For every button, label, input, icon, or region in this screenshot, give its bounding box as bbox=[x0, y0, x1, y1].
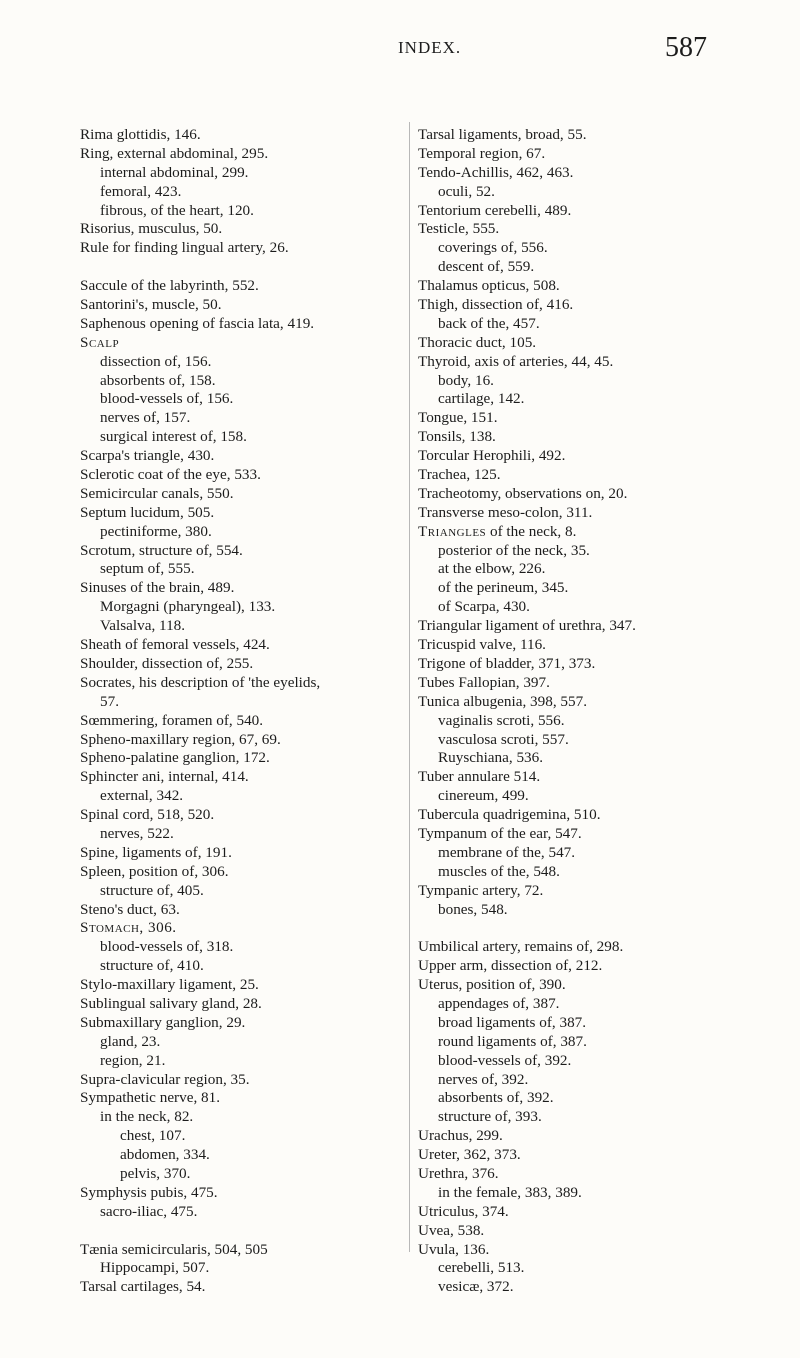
index-subentry: oculi, 52. bbox=[438, 182, 495, 200]
index-entry: Transverse meso-colon, 311. bbox=[418, 503, 593, 521]
index-entry: Sublingual salivary gland, 28. bbox=[80, 994, 262, 1012]
index-subentry: pelvis, 370. bbox=[120, 1164, 191, 1182]
index-entry: Thyroid, axis of arteries, 44, 45. bbox=[418, 352, 614, 370]
index-entry: Thigh, dissection of, 416. bbox=[418, 296, 574, 314]
index-entry: Stomach, 306. bbox=[80, 919, 177, 937]
index-entry: Spinal cord, 518, 520. bbox=[80, 806, 215, 824]
index-subentry: posterior of the neck, 35. bbox=[438, 541, 590, 559]
index-entry: Santorini's, muscle, 50. bbox=[80, 296, 222, 314]
index-entry: Socrates, his description of 'the eyelids, bbox=[80, 673, 321, 691]
index-entry: Spheno-maxillary region, 67, 69. bbox=[80, 730, 281, 748]
index-column-left bbox=[80, 126, 412, 1297]
index-subentry: cerebelli, 513. bbox=[438, 1259, 525, 1277]
index-entry: Thoracic duct, 105. bbox=[418, 333, 537, 351]
index-subentry: absorbents of, 392. bbox=[438, 1089, 554, 1107]
index-subentry: surgical interest of, 158. bbox=[100, 428, 247, 446]
index-entry: Tendo-Achillis, 462, 463. bbox=[418, 163, 574, 181]
index-subentry: Valsalva, 118. bbox=[100, 617, 186, 635]
index-entry: Tricuspid valve, 116. bbox=[418, 636, 546, 654]
index-entry: Uvula, 136. bbox=[418, 1240, 490, 1258]
index-entry: Saccule of the labyrinth, 552. bbox=[80, 277, 259, 295]
index-subentry: nerves, 522. bbox=[100, 824, 174, 842]
index-subentry: nerves of, 392. bbox=[438, 1070, 529, 1088]
index-subentry: blood-vessels of, 318. bbox=[100, 938, 234, 956]
index-subentry: of the perineum, 345. bbox=[438, 579, 569, 597]
index-entry: Submaxillary ganglion, 29. bbox=[80, 1013, 246, 1031]
index-subentry: gland, 23. bbox=[100, 1032, 161, 1050]
index-subentry: cinereum, 499. bbox=[438, 787, 529, 805]
index-entry: Stylo-maxillary ligament, 25. bbox=[80, 976, 259, 994]
index-entry: Tonsils, 138. bbox=[418, 428, 496, 446]
index-subentry: chest, 107. bbox=[120, 1127, 186, 1145]
index-subentry: cartilage, 142. bbox=[438, 390, 525, 408]
index-entry: Risorius, musculus, 50. bbox=[80, 220, 223, 238]
index-entry: Rule for finding lingual artery, 26. bbox=[80, 239, 289, 257]
index-entry: Temporal region, 67. bbox=[418, 144, 546, 162]
page-number: 587 bbox=[665, 32, 707, 63]
index-subentry: abdomen, 334. bbox=[120, 1146, 210, 1164]
index-entry: Triangular ligament of urethra, 347. bbox=[418, 617, 636, 635]
index-entry: Supra-clavicular region, 35. bbox=[80, 1070, 250, 1088]
running-head: INDEX. bbox=[398, 38, 462, 57]
index-entry: Trigone of bladder, 371, 373. bbox=[418, 654, 596, 672]
index-subentry: 57. bbox=[100, 692, 119, 710]
index-subentry: absorbents of, 158. bbox=[100, 371, 216, 389]
index-subentry: back of the, 457. bbox=[438, 314, 540, 332]
index-entry: Tracheotomy, observations on, 20. bbox=[418, 484, 628, 502]
index-entry: Tuber annulare 514. bbox=[418, 768, 541, 786]
column-divider bbox=[409, 122, 410, 1252]
index-entry: Rima glottidis, 146. bbox=[80, 126, 201, 143]
index-subentry: septum of, 555. bbox=[100, 560, 195, 578]
index-subentry: dissection of, 156. bbox=[100, 352, 212, 370]
index-entry: Tentorium cerebelli, 489. bbox=[418, 201, 572, 219]
index-entry: Spleen, position of, 306. bbox=[80, 862, 229, 880]
index-entry: Utriculus, 374. bbox=[418, 1202, 509, 1220]
index-entry: Saphenous opening of fascia lata, 419. bbox=[80, 314, 315, 332]
index-entry: Sheath of femoral vessels, 424. bbox=[80, 636, 270, 654]
index-entry: Sympathetic nerve, 81. bbox=[80, 1089, 221, 1107]
section-gap bbox=[418, 919, 750, 938]
index-subentry: pectiniforme, 380. bbox=[100, 522, 212, 540]
index-subentry: appendages of, 387. bbox=[438, 994, 560, 1012]
index-subentry: coverings of, 556. bbox=[438, 239, 548, 257]
index-subentry: blood-vessels of, 156. bbox=[100, 390, 234, 408]
index-entry: Tarsal ligaments, broad, 55. bbox=[418, 126, 587, 143]
index-subentry: of Scarpa, 430. bbox=[438, 598, 530, 616]
index-entry: Shoulder, dissection of, 255. bbox=[80, 654, 254, 672]
index-subentry: structure of, 393. bbox=[438, 1108, 542, 1126]
index-subentry: structure of, 405. bbox=[100, 881, 204, 899]
index-subentry: femoral, 423. bbox=[100, 182, 182, 200]
page-header bbox=[0, 32, 800, 76]
index-entry: Spheno-palatine ganglion, 172. bbox=[80, 749, 270, 767]
index-subentry: Morgagni (pharyngeal), 133. bbox=[100, 598, 276, 616]
index-entry: Urethra, 376. bbox=[418, 1164, 499, 1182]
index-subentry: descent of, 559. bbox=[438, 258, 535, 276]
index-entry: Sclerotic coat of the eye, 533. bbox=[80, 466, 261, 484]
index-entry: Tubercula quadrigemina, 510. bbox=[418, 806, 601, 824]
index-entry: Tympanum of the ear, 547. bbox=[418, 824, 582, 842]
index-entry: Steno's duct, 63. bbox=[80, 900, 180, 918]
index-entry: Scrotum, structure of, 554. bbox=[80, 541, 243, 559]
index-entry: Triangles of the neck, 8. bbox=[418, 522, 577, 540]
index-entry: Sphincter ani, internal, 414. bbox=[80, 768, 249, 786]
index-entry: Tarsal cartilages, 54. bbox=[80, 1278, 206, 1296]
index-entry: Tongue, 151. bbox=[418, 409, 498, 427]
index-entry: Sœmmering, foramen of, 540. bbox=[80, 711, 264, 729]
index-subentry: membrane of the, 547. bbox=[438, 843, 576, 861]
index-subentry: bones, 548. bbox=[438, 900, 508, 918]
index-subentry: in the neck, 82. bbox=[100, 1108, 194, 1126]
index-entry: Spine, ligaments of, 191. bbox=[80, 843, 232, 861]
index-subentry: round ligaments of, 387. bbox=[438, 1032, 587, 1050]
index-subentry: vesicæ, 372. bbox=[438, 1278, 514, 1296]
index-entry: Ring, external abdominal, 295. bbox=[80, 144, 269, 162]
index-subentry: nerves of, 157. bbox=[100, 409, 191, 427]
index-entry: Thalamus opticus, 508. bbox=[418, 277, 560, 295]
index-subentry: at the elbow, 226. bbox=[438, 560, 546, 578]
index-subentry: fibrous, of the heart, 120. bbox=[100, 201, 254, 219]
index-subentry: broad ligaments of, 387. bbox=[438, 1013, 587, 1031]
index-entry: Trachea, 125. bbox=[418, 466, 501, 484]
index-entry: Uterus, position of, 390. bbox=[418, 976, 566, 994]
index-subentry: blood-vessels of, 392. bbox=[438, 1051, 572, 1069]
index-entry: Ureter, 362, 373. bbox=[418, 1146, 521, 1164]
index-entry: Septum lucidum, 505. bbox=[80, 503, 215, 521]
index-entry: Sinuses of the brain, 489. bbox=[80, 579, 235, 597]
index-entry: Urachus, 299. bbox=[418, 1127, 503, 1145]
index-subentry: external, 342. bbox=[100, 787, 184, 805]
index-subentry: vasculosa scroti, 557. bbox=[438, 730, 569, 748]
index-subentry: body, 16. bbox=[438, 371, 494, 389]
index-subentry: internal abdominal, 299. bbox=[100, 163, 249, 181]
index-subentry: structure of, 410. bbox=[100, 957, 204, 975]
section-gap bbox=[80, 258, 412, 277]
index-subentry: Hippocampi, 507. bbox=[100, 1259, 210, 1277]
index-entry: Torcular Herophili, 492. bbox=[418, 447, 566, 465]
index-entry: Umbilical artery, remains of, 298. bbox=[418, 938, 624, 956]
index-entry: Semicircular canals, 550. bbox=[80, 484, 234, 502]
index-subentry: Ruyschiana, 536. bbox=[438, 749, 544, 767]
index-entry: Tympanic artery, 72. bbox=[418, 881, 544, 899]
index-entry: Tubes Fallopian, 397. bbox=[418, 673, 550, 691]
index-entry: Scalp bbox=[80, 333, 120, 351]
index-subentry: in the female, 383, 389. bbox=[438, 1183, 582, 1201]
index-subentry: sacro-iliac, 475. bbox=[100, 1202, 198, 1220]
index-entry: Testicle, 555. bbox=[418, 220, 500, 238]
index-entry: Symphysis pubis, 475. bbox=[80, 1183, 218, 1201]
index-subentry: vaginalis scroti, 556. bbox=[438, 711, 565, 729]
section-gap bbox=[80, 1222, 412, 1241]
index-entry: Upper arm, dissection of, 212. bbox=[418, 957, 603, 975]
index-subentry: region, 21. bbox=[100, 1051, 166, 1069]
index-entry: Tunica albugenia, 398, 557. bbox=[418, 692, 588, 710]
index-column-right bbox=[418, 126, 750, 1297]
index-entry: Scarpa's triangle, 430. bbox=[80, 447, 215, 465]
index-entry: Uvea, 538. bbox=[418, 1221, 485, 1239]
index-entry: Tænia semicircularis, 504, 505 bbox=[80, 1240, 268, 1258]
index-subentry: muscles of the, 548. bbox=[438, 862, 560, 880]
